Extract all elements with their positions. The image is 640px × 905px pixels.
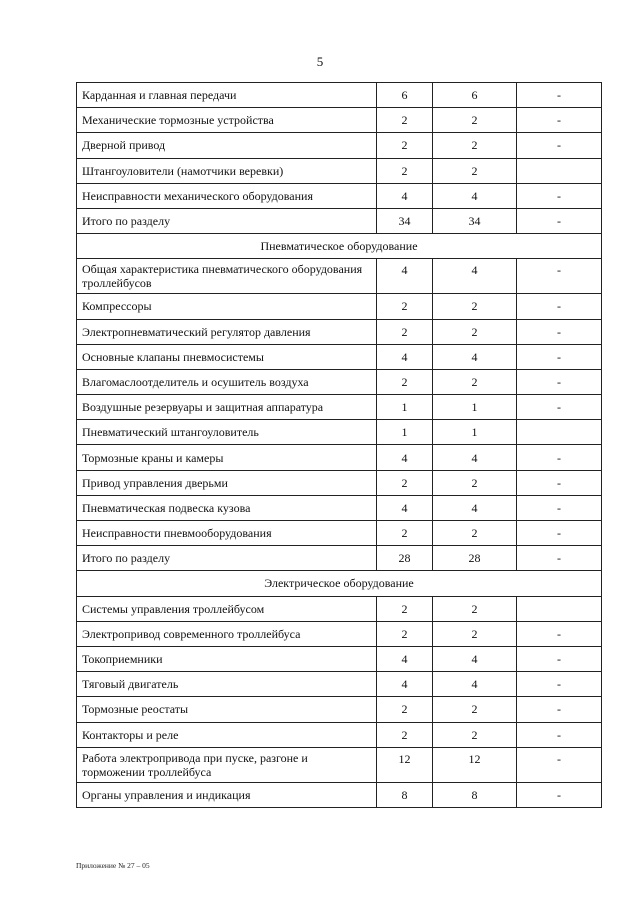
hours-total-cell: 4: [377, 445, 433, 470]
topic-cell: Карданная и главная передачи: [77, 83, 377, 108]
topic-cell: Итого по разделу: [77, 208, 377, 233]
hours-theory-cell: 34: [433, 208, 517, 233]
topic-cell: Механические тормозные устройства: [77, 108, 377, 133]
table-row: [77, 344, 602, 369]
hours-theory-cell: 2: [433, 158, 517, 183]
topic-cell: Тормозные краны и камеры: [77, 445, 377, 470]
topic-cell: Итого по разделу: [77, 546, 377, 571]
hours-practice-cell: -: [517, 259, 602, 294]
hours-theory-cell: 1: [433, 395, 517, 420]
hours-theory-cell: 2: [433, 596, 517, 621]
hours-theory-cell: 4: [433, 445, 517, 470]
hours-theory-cell: 2: [433, 133, 517, 158]
topic-cell: Электропривод современного троллейбуса: [77, 621, 377, 646]
hours-theory-cell: 2: [433, 108, 517, 133]
hours-practice-cell: -: [517, 83, 602, 108]
hours-total-cell: 4: [377, 344, 433, 369]
table-row: [77, 420, 602, 445]
topic-cell: Воздушные резервуары и защитная аппаратура: [77, 395, 377, 420]
footer-note: Приложение № 27 – 05: [76, 861, 150, 870]
hours-practice-cell: -: [517, 183, 602, 208]
hours-practice-cell: -: [517, 470, 602, 495]
topic-cell: Токоприемники: [77, 646, 377, 671]
topic-cell: Влагомаслоотделитель и осушитель воздуха: [77, 369, 377, 394]
hours-theory-cell: 2: [433, 470, 517, 495]
table-row: [77, 546, 602, 571]
hours-total-cell: 1: [377, 395, 433, 420]
table-row: [77, 208, 602, 233]
table-row: [77, 621, 602, 646]
hours-practice-cell: -: [517, 697, 602, 722]
hours-total-cell: 2: [377, 697, 433, 722]
hours-practice-cell: -: [517, 445, 602, 470]
hours-theory-cell: 6: [433, 83, 517, 108]
hours-practice-cell: -: [517, 546, 602, 571]
topic-cell: Неисправности механического оборудования: [77, 183, 377, 208]
hours-theory-cell: 2: [433, 319, 517, 344]
hours-practice-cell: [517, 420, 602, 445]
hours-theory-cell: 4: [433, 259, 517, 294]
hours-practice-cell: [517, 158, 602, 183]
topic-cell: Общая характеристика пневматического оборудования троллейбусов: [77, 259, 377, 294]
hours-total-cell: 28: [377, 546, 433, 571]
table-row: [77, 521, 602, 546]
hours-practice-cell: -: [517, 672, 602, 697]
topic-cell: Основные клапаны пневмосистемы: [77, 344, 377, 369]
hours-total-cell: 2: [377, 108, 433, 133]
hours-practice-cell: -: [517, 621, 602, 646]
hours-total-cell: 4: [377, 259, 433, 294]
hours-practice-cell: -: [517, 294, 602, 319]
section-title: Пневматическое оборудование: [77, 234, 602, 259]
curriculum-table: [76, 82, 602, 808]
hours-practice-cell: -: [517, 521, 602, 546]
hours-practice-cell: -: [517, 208, 602, 233]
hours-practice-cell: -: [517, 495, 602, 520]
table-row: [77, 697, 602, 722]
table-row: [77, 158, 602, 183]
table-row: [77, 183, 602, 208]
hours-practice-cell: -: [517, 108, 602, 133]
hours-practice-cell: -: [517, 319, 602, 344]
table-row: [77, 747, 602, 782]
topic-cell: Органы управления и индикация: [77, 782, 377, 807]
hours-theory-cell: 2: [433, 697, 517, 722]
hours-total-cell: 2: [377, 319, 433, 344]
hours-theory-cell: 4: [433, 344, 517, 369]
hours-practice-cell: [517, 596, 602, 621]
hours-total-cell: 2: [377, 369, 433, 394]
hours-total-cell: 34: [377, 208, 433, 233]
table-row: [77, 294, 602, 319]
table-row: [77, 596, 602, 621]
hours-practice-cell: -: [517, 782, 602, 807]
hours-practice-cell: -: [517, 133, 602, 158]
hours-practice-cell: -: [517, 395, 602, 420]
table-row: [77, 470, 602, 495]
hours-total-cell: 6: [377, 83, 433, 108]
hours-total-cell: 2: [377, 470, 433, 495]
table-row: [77, 83, 602, 108]
table-row: [77, 369, 602, 394]
table-row: [77, 319, 602, 344]
topic-cell: Неисправности пневмооборудования: [77, 521, 377, 546]
hours-total-cell: 2: [377, 294, 433, 319]
topic-cell: Тяговый двигатель: [77, 672, 377, 697]
hours-total-cell: 2: [377, 521, 433, 546]
hours-total-cell: 4: [377, 672, 433, 697]
table-row: [77, 782, 602, 807]
table-body: [77, 83, 602, 808]
topic-cell: Штангоуловители (намотчики веревки): [77, 158, 377, 183]
topic-cell: Пневматический штангоуловитель: [77, 420, 377, 445]
hours-total-cell: 2: [377, 621, 433, 646]
hours-total-cell: 4: [377, 495, 433, 520]
hours-practice-cell: -: [517, 369, 602, 394]
hours-practice-cell: -: [517, 747, 602, 782]
hours-theory-cell: 4: [433, 646, 517, 671]
page-number: 5: [316, 54, 324, 69]
topic-cell: Пневматическая подвеска кузова: [77, 495, 377, 520]
hours-theory-cell: 2: [433, 621, 517, 646]
hours-total-cell: 2: [377, 596, 433, 621]
section-title: Электрическое оборудование: [77, 571, 602, 596]
hours-practice-cell: -: [517, 722, 602, 747]
hours-theory-cell: 2: [433, 722, 517, 747]
hours-theory-cell: 4: [433, 495, 517, 520]
topic-cell: Привод управления дверьми: [77, 470, 377, 495]
hours-total-cell: 2: [377, 133, 433, 158]
topic-cell: Компрессоры: [77, 294, 377, 319]
hours-theory-cell: 2: [433, 369, 517, 394]
section-header-row: [77, 571, 602, 596]
table-row: [77, 259, 602, 294]
table-row: [77, 646, 602, 671]
hours-theory-cell: 1: [433, 420, 517, 445]
topic-cell: Дверной привод: [77, 133, 377, 158]
hours-total-cell: 1: [377, 420, 433, 445]
hours-theory-cell: 28: [433, 546, 517, 571]
table-row: [77, 395, 602, 420]
topic-cell: Работа электропривода при пуске, разгоне и торможении троллейбуса: [77, 747, 377, 782]
table-row: [77, 495, 602, 520]
section-header-row: [77, 234, 602, 259]
table-row: [77, 108, 602, 133]
table-row: [77, 672, 602, 697]
hours-theory-cell: 2: [433, 294, 517, 319]
hours-total-cell: 12: [377, 747, 433, 782]
topic-cell: Тормозные реостаты: [77, 697, 377, 722]
topic-cell: Системы управления троллейбусом: [77, 596, 377, 621]
topic-cell: Электропневматический регулятор давления: [77, 319, 377, 344]
hours-total-cell: 8: [377, 782, 433, 807]
hours-total-cell: 2: [377, 722, 433, 747]
hours-theory-cell: 2: [433, 521, 517, 546]
hours-practice-cell: -: [517, 646, 602, 671]
hours-total-cell: 2: [377, 158, 433, 183]
hours-theory-cell: 4: [433, 672, 517, 697]
hours-theory-cell: 8: [433, 782, 517, 807]
table-row: [77, 133, 602, 158]
hours-total-cell: 4: [377, 646, 433, 671]
table-row: [77, 722, 602, 747]
hours-practice-cell: -: [517, 344, 602, 369]
hours-theory-cell: 12: [433, 747, 517, 782]
table-row: [77, 445, 602, 470]
hours-total-cell: 4: [377, 183, 433, 208]
topic-cell: Контакторы и реле: [77, 722, 377, 747]
hours-theory-cell: 4: [433, 183, 517, 208]
